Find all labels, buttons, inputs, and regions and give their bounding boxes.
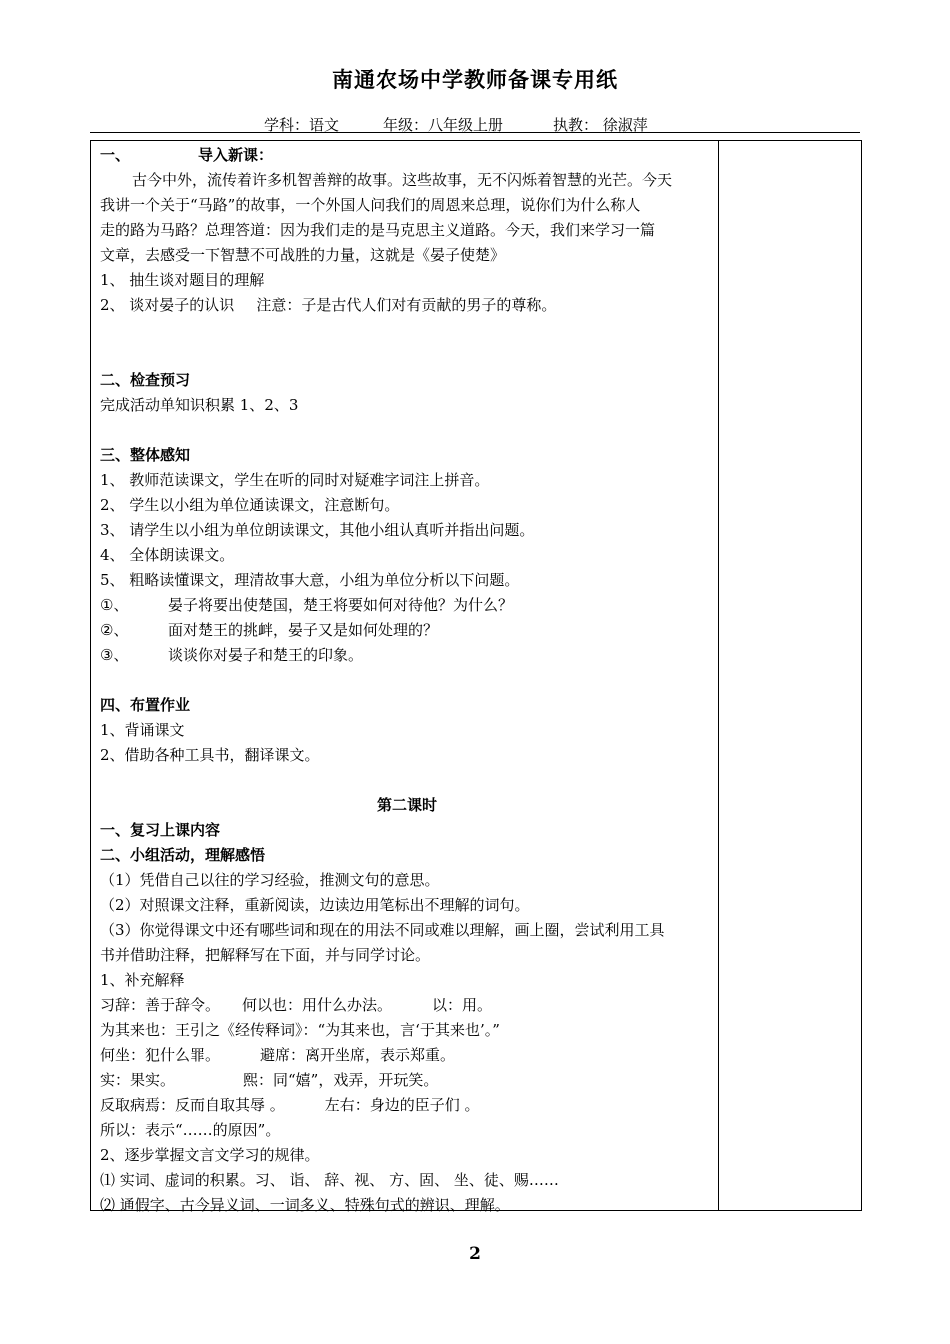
grade-label: 年级：八年级上册: [383, 116, 504, 134]
list-item: 2、借助各种工具书，翻译课文。: [100, 746, 320, 764]
list-item: 2、逐步掌握文言文学习的规律。: [100, 1146, 320, 1164]
section-heading: 四、布置作业: [100, 696, 191, 714]
paragraph-line: 走的路为马路？总理答道：因为我们走的是马克思主义道路。今天，我们来学习一篇: [100, 221, 656, 239]
section-heading: 二、小组活动，理解感悟: [100, 846, 266, 864]
list-item: ②、 面对楚王的挑衅，晏子又是如何处理的？: [100, 621, 439, 639]
notes-column-divider: [718, 140, 719, 1211]
section-heading: 一、 导入新课：: [100, 146, 274, 164]
list-item: 完成活动单知识积累 1、2、3: [100, 396, 299, 414]
list-item: ⑵ 通假字、古今异义词、一词多义、特殊句式的辨识、理解。: [100, 1196, 510, 1214]
list-item: （3）你觉得课文中还有哪些词和现在的用法不同或难以理解，画上圈，尝试利用工具: [100, 921, 665, 939]
list-item: 1、 抽生谈对题目的理解: [100, 271, 265, 289]
gloss-line: 反取病焉：反而自取其辱 。 左右：身边的臣子们 。: [100, 1096, 480, 1114]
subject-label: 学科：语文: [264, 116, 340, 134]
gloss-line: 实：果实。 熙：同“嬉”，戏弄，开玩笑。: [100, 1071, 439, 1089]
lesson-two-heading: 第二课时: [376, 796, 437, 814]
list-item: 5、 粗略读懂课文，理清故事大意，小组为单位分析以下问题。: [100, 571, 520, 589]
gloss-line: 所以：表示“……的原因”。: [100, 1121, 281, 1139]
header-rule: [90, 132, 860, 133]
list-item: 4、 全体朗读课文。: [100, 546, 235, 564]
page-number: 2: [469, 1244, 481, 1264]
gloss-line: 习辞：善于辞令。 何以也：用什么办法。 以：用。: [100, 996, 493, 1014]
list-item: （2）对照课文注释，重新阅读，边读边用笔标出不理解的词句。: [100, 896, 530, 914]
gloss-line: 何坐：犯什么罪。 避席：离开坐席，表示郑重。: [100, 1046, 456, 1064]
list-item: （1）凭借自己以往的学习经验，推测文句的意思。: [100, 871, 440, 889]
section-heading: 一、复习上课内容: [100, 821, 221, 839]
list-item: 2、 谈对晏子的认识 注意：子是古代人们对有贡献的男子的尊称。: [100, 296, 557, 314]
list-item: 1、 教师范读课文，学生在听的同时对疑难字词注上拼音。: [100, 471, 490, 489]
list-item: 3、 请学生以小组为单位朗读课文，其他小组认真听并指出问题。: [100, 521, 535, 539]
paragraph-line: 文章，去感受一下智慧不可战胜的力量，这就是《晏子使楚》: [100, 246, 506, 264]
lesson-content: [100, 143, 714, 1218]
list-item: ①、 晏子将要出使楚国，楚王将要如何对待他？为什么？: [100, 596, 514, 614]
paragraph-line: 我讲一个关于“马路”的故事，一个外国人问我们的周恩来总理，说你们为什么称人: [100, 196, 641, 214]
list-item: 2、 学生以小组为单位通读课文，注意断句。: [100, 496, 400, 514]
list-item: 1、补充解释: [100, 971, 185, 989]
paragraph-line: 书并借助注释，把解释写在下面，并与同学讨论。: [100, 946, 431, 964]
list-item: ⑴ 实词、虚词的积累。习、 诣、 辞、视、 方、固、 坐、徒、赐……: [100, 1171, 559, 1189]
paragraph-line: 古今中外，流传着许多机智善辩的故事。这些故事，无不闪烁着智慧的光芒。今天: [132, 171, 673, 189]
teacher-label: 执教： 徐淑萍: [553, 116, 648, 134]
list-item: 1、背诵课文: [100, 721, 185, 739]
page-title: 南通农场中学教师备课专用纸: [332, 68, 618, 92]
gloss-line: 为其来也：王引之《经传释词》：“为其来也，言‘于其来也’。”: [100, 1021, 500, 1039]
section-heading: 二、检查预习: [100, 371, 191, 389]
section-heading: 三、整体感知: [100, 446, 191, 464]
list-item: ③、 谈谈你对晏子和楚王的印象。: [100, 646, 364, 664]
